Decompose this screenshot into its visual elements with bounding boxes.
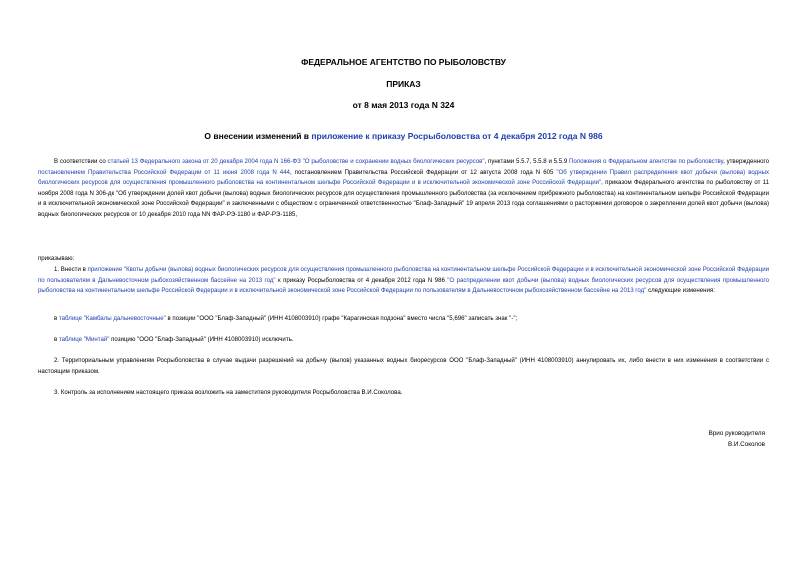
item1-text-2: к приказу Росрыболовства от 4 декабря 2012 года N 986 [275,276,448,284]
preamble-text-3: , утвержденного [723,158,769,165]
preamble-link-decree-444[interactable]: постановлением Правительства Российской Федерации от 11 июня 2008 года N 444 [38,168,290,176]
doc-date-number: от 8 мая 2013 года N 324 [352,100,455,110]
doc-type: ПРИКАЗ [386,79,421,89]
item1-text-3: следующие изменения: [646,287,715,295]
preamble-text-1: В соответствии со [54,158,108,165]
preamble-paragraph [38,157,769,221]
signature-name: В.И.Соколов [727,441,765,448]
item-3-paragraph: 3. Контроль за исполнением настоящего приказа возложить на заместителя руководителя Росрыболовства В.И.Соколова. [54,389,403,396]
preamble-text-2: , пунктами 5.5.7, 5.5.8 и 5.5.9 [484,158,570,165]
preamble-link-law[interactable]: статьей 13 Федерального закона от 20 декабря 2004 года N 166-ФЗ "О рыболовстве и сохранении водных биологических ресурсов" [107,158,485,165]
sub1-text-1: в [54,315,59,322]
subject-prefix: О внесении изменений в [204,131,312,141]
item1-link-appendix[interactable]: приложение "Квоты добычи (вылова) водных биологических ресурсов для осуществления промышленного рыболовства на континентальном шельфе Российской Федерации и в исключительной экономической зоне Российской Федерации по пользователям в Дальневосточном рыбохозяйственном бассейне на 2013 год" [38,266,769,284]
preamble-link-decree-605[interactable]: "Об утверждении Правил распределения квот добычи (вылова) водных биологических ресурсов для осуществления промышленного рыболовства на континентальном шельфе Российской Федерации и в исключительной экономической зоне Российской Федерации" [38,168,769,187]
sub-item-flounder [54,314,769,325]
sub-item-pollock [54,335,769,346]
preamble-text-4: , постановлением Правительства Российской Федерации от 12 августа 2008 года N 605 [289,168,557,176]
preamble-link-regulation[interactable]: Положения о Федеральном агентстве по рыболовству [569,158,724,165]
item1-link-order[interactable]: "О распределении квот добычи (вылова) водных биологических ресурсов для осуществления промышленного рыболовства на континентальном шельфе Российской Федерации и в исключительной экономической зоне Российской Федерации по пользователям в Дальневосточном рыбохозяйственном бассейне на 2013 год" [38,276,769,295]
order-word: приказываю: [38,255,75,262]
subject-link[interactable]: приложение к приказу Росрыболовства от 4 декабря 2012 года N 986 [311,131,603,141]
doc-subject [0,131,807,141]
sub2-text-2: позицию "ООО "Блаф-Западный" (ИНН 4108003910) исключить. [109,336,294,343]
preamble-text-5: , приказом Федерального агентства по рыболовству от 11 ноября 2008 года N 306-дк "Об утверждении долей квот добычи (вылова) водных биологических ресурсов для осуществления промышленного рыболовства (за исключением прибрежного рыболовства) на континентальном шельфе Российской Федерации и в исключительной экономической зоне Российской Федерации" и заключенными с обществом с ограниченной ответственностью "Блаф-Западный" 19 апреля 2013 года соглашениями о расторжении договоров о закреплении долей квот добычи (вылова) водных биологических ресурсов от 10 декабря 2010 года NN ФАР-РЭ-1180 и ФАР-РЭ-1185, [38,179,769,218]
item-2-paragraph: 2. Территориальным управлениям Росрыболовства в случае выдачи разрешений на добычу (вылов) указанных водных биоресурсов ООО "Блаф-Западный" (ИНН 4108003910) аннулировать их, либо внести в них изменения в соответствии с настоящим приказом. [38,357,769,375]
sub1-text-2: в позиции "ООО "Блаф-Западный" (ИНН 4108003910) графе "Карагинская подзона" вместо числа "5,696" записать знак "-"; [165,315,518,322]
table-pollock-link[interactable]: таблице "Минтай" [58,336,110,343]
item-1-paragraph [38,265,769,297]
sub2-text-1: в [54,336,59,343]
agency-title: ФЕДЕРАЛЬНОЕ АГЕНТСТВО ПО РЫБОЛОВСТВУ [301,57,506,67]
table-flounder-link[interactable]: таблице "Камбалы дальневосточные" [58,315,166,322]
signature-title: Врио руководителя [708,430,765,437]
item1-text-1: 1. Внести в [54,266,88,273]
